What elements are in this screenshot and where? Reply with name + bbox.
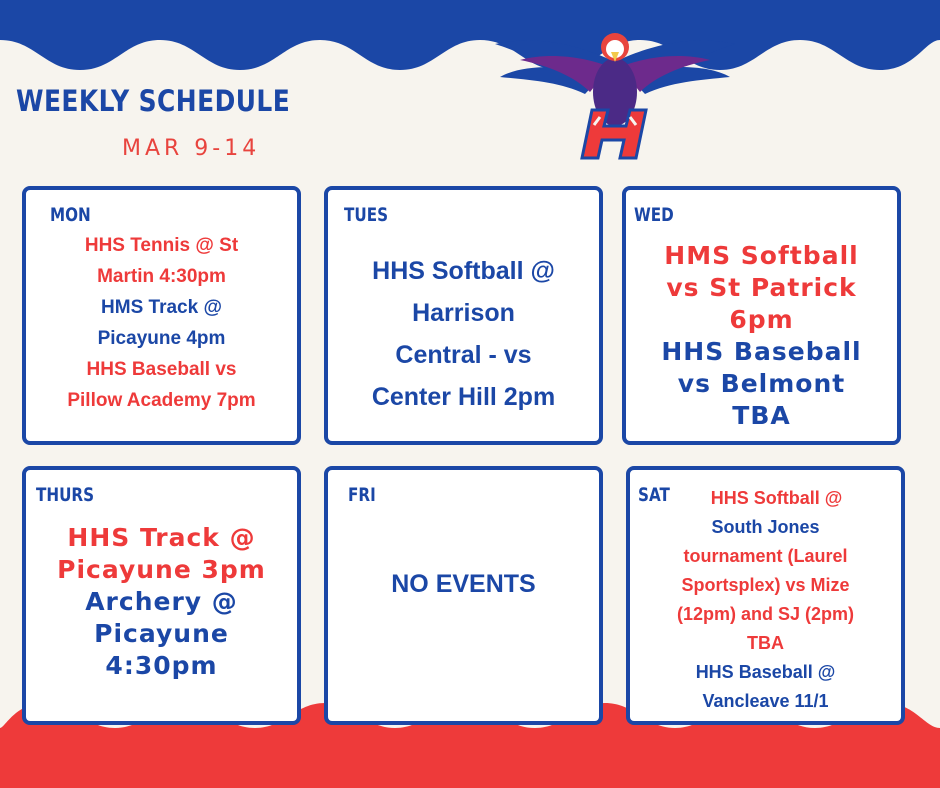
event-line: Central - vs — [395, 341, 532, 369]
day-label-mon: MON — [50, 204, 91, 226]
event-line: NO EVENTS — [391, 570, 536, 598]
event-line: TBA — [747, 633, 784, 653]
event-line: TBA — [732, 401, 791, 430]
event-line: HMS Track @ — [101, 297, 222, 318]
events-sat — [630, 484, 901, 716]
event-line: HMS Softball — [664, 241, 859, 270]
day-label-tues: TUES — [344, 204, 389, 226]
event-line: Archery @ — [85, 587, 238, 616]
day-card-tues — [324, 186, 603, 445]
event-line: vs St Patrick — [666, 273, 857, 302]
day-label-sat: SAT — [638, 484, 670, 506]
event-line: HHS Baseball @ — [695, 662, 836, 682]
event-line: Sportsplex) vs Mize — [681, 575, 850, 595]
day-label-thurs: THURS — [36, 484, 95, 506]
event-line: Vancleave 11/1 — [702, 691, 829, 711]
day-card-mon — [22, 186, 301, 445]
event-line: 6pm — [729, 305, 794, 334]
events-tues — [328, 250, 599, 418]
day-card-wed — [622, 186, 901, 445]
event-line: Center Hill 2pm — [371, 383, 556, 411]
event-line: Harrison — [412, 299, 515, 327]
events-mon — [26, 230, 297, 416]
events-thurs — [26, 522, 297, 682]
day-card-sat — [626, 466, 905, 725]
event-line: vs Belmont — [677, 369, 846, 398]
day-card-fri — [324, 466, 603, 725]
event-line: HHS Baseball — [661, 337, 862, 366]
day-label-fri: FRI — [348, 484, 376, 506]
day-card-thurs — [22, 466, 301, 725]
event-line: Picayune 4pm — [97, 328, 226, 349]
hawk-mascot-logo — [490, 22, 740, 167]
date-range: MAR 9-14 — [122, 136, 261, 161]
event-line: Picayune — [94, 619, 229, 648]
event-line: Pillow Academy 7pm — [67, 390, 256, 411]
event-line: South Jones — [711, 517, 820, 537]
day-label-wed: WED — [634, 204, 674, 226]
event-line: HHS Tennis @ St — [84, 235, 239, 256]
event-line: (12pm) and SJ (2pm) — [676, 604, 855, 624]
page-title: WEEKLY SCHEDULE — [16, 84, 291, 118]
event-line: Picayune 3pm — [57, 555, 266, 584]
event-line: HHS Track @ — [67, 523, 256, 552]
event-line: 4:30pm — [105, 651, 218, 680]
event-line: Martin 4:30pm — [97, 266, 226, 287]
event-line: HHS Softball @ — [372, 257, 555, 285]
event-line: HHS Baseball vs — [86, 359, 237, 380]
event-line: HHS Softball @ — [710, 488, 843, 508]
events-wed — [626, 240, 897, 432]
events-fri — [328, 568, 599, 600]
event-line: tournament (Laurel — [683, 546, 848, 566]
